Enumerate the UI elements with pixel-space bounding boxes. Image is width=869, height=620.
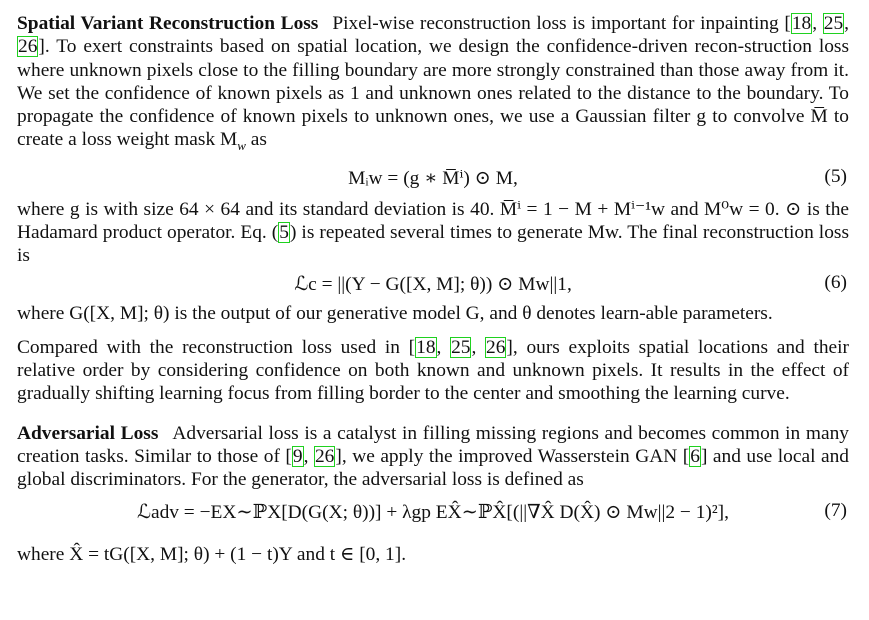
section1-p4-text1: Compared with the reconstruction loss used in — [17, 336, 409, 358]
cite-link-26-c[interactable]: 26 — [314, 446, 335, 468]
section1-p1-sub: w — [237, 138, 246, 154]
section1-p1-tail: as — [245, 129, 267, 151]
equation-7-body: ℒadv = −EX∼ℙX[D(G(X; θ))] + λgp EX̂∼ℙX̂[(||∇X̂ D(X̂) ⊙ Mw||2 − 1)²], — [137, 501, 729, 523]
cite-link-18-b[interactable]: 18 — [416, 336, 436, 358]
equation-5 — [17, 158, 849, 198]
equation-5-body: Mᵢw = (g ∗ M̅ⁱ) ⊙ M, — [348, 167, 518, 189]
equation-ref-5[interactable]: 5 — [279, 221, 289, 243]
equation-5-number: (5) — [824, 165, 847, 187]
cite-link-18[interactable]: 18 — [791, 13, 812, 34]
section1-p1-text1: Pixel-wise reconstruction loss is important for inpainting — [332, 13, 785, 34]
cite-link-25[interactable]: 25 — [823, 13, 844, 34]
equation-7-number: (7) — [824, 499, 847, 521]
equation-7 — [17, 492, 849, 532]
section2-p1-text2: , we apply the improved Wasserstein GAN — [341, 446, 683, 468]
equation-6 — [17, 268, 849, 302]
section1-paragraph4: Compared with the reconstruction loss used in [18, 25, 26], ours exploits spatial locations and their relative order by considering confidence on both known and unknown pixels. It results in the effect of gradually shifting learning focus from filling border to the center and smoothing the learning curve. — [17, 336, 849, 405]
section1-paragraph3 — [17, 302, 849, 325]
section2-paragraph2 — [17, 543, 849, 566]
equation-6-number: (6) — [824, 271, 847, 293]
section2-paragraph1: Adversarial Loss Adversarial loss is a catalyst in filling missing regions and becomes common in many creation tasks. Similar to those of [9, 26], we apply the improved Wasserstein GAN [6] and use local and global discriminators. For the generator, the adversarial loss is defined as — [17, 422, 849, 491]
cite-link-25-b[interactable]: 25 — [451, 336, 471, 358]
cite-open: [ — [784, 13, 791, 34]
section2-p2-text: where X̂ = tG([X, M]; θ) + (1 − t)Y and t ∈ [0, 1]. — [17, 543, 407, 565]
cite-close: ] — [38, 36, 45, 58]
section1-paragraph1: Spatial Variant Reconstruction Loss Pixel-wise reconstruction loss is important for inpainting [18, 25, 26]. To exert constraints based on spatial location, we design the confidence-driven recon-struction loss where unknown pixels close to the filling boundary are more strongly constrained than those away from it. We set the confidence of known pixels as 1 and unknown ones related to the distance to the boundary. To propagate the confidence of known pixels to unknown ones, we use a Gaussian filter g to convolve M̅ to create a loss weight mask $M_w$ as — [17, 13, 849, 154]
cite-link-6[interactable]: 6 — [690, 446, 700, 468]
equation-6-body: ℒc = ||(Y − G([X, M]; θ)) ⊙ Mw||1, — [294, 273, 572, 295]
cite-link-26-b[interactable]: 26 — [486, 336, 506, 358]
section2-heading: Adversarial Loss — [17, 422, 159, 444]
section1-p1-text2: . To exert constraints based on spatial location, we design the confidence-driven recon-struction loss where unknown pixels close to the filling boundary are more strongly constrained than those away from it. We set the confidence of known pixels as 1 and unknown ones related to the distance to the boundary. To propagate the confidence of known pixels to unknown ones, we use a Gaussian filter g to convolve M̅ to create a loss weight mask M — [17, 36, 849, 151]
section1-p3-text: where G([X, M]; θ) is the output of our generative model G, and θ denotes learn-able parameters. — [17, 302, 773, 324]
section1-p2-tail: is repeated several times to generate Mw. The final reconstruction loss is — [17, 221, 849, 267]
cite-link-9[interactable]: 9 — [292, 446, 303, 468]
section1-paragraph2: where g is with size 64 × 64 and its standard deviation is 40. M̅ⁱ = 1 − M + Mⁱ⁻¹w and M⁰w = 0. ⊙ is the Hadamard product operator. Eq. (5) is repeated several times to generate Mw. The final reconstruction loss is — [17, 198, 849, 267]
section2-p1-text1: Adversarial loss is a catalyst in filling missing regions and becomes common in many creation tasks. Similar to those of — [17, 422, 849, 468]
section1-p2-text: where g is with size 64 × 64 and its standard deviation is 40. M̅ⁱ = 1 − M + Mⁱ⁻¹w and M⁰w = 0. ⊙ is the Hadamard product operator. Eq. — [17, 198, 849, 243]
section1-heading: Spatial Variant Reconstruction Loss — [17, 13, 319, 34]
cite-link-26[interactable]: 26 — [18, 36, 38, 58]
paper-page — [17, 12, 849, 566]
section1-p4-text2: , ours exploits spatial locations and their relative order by considering confidence on both known and unknown pixels. It results in the effect of gradually shifting learning focus from filling border to the center and smoothing the learning curve. — [17, 336, 849, 405]
section2-p1-text3: and use local and global discriminators. For the generator, the adversarial loss is defined as — [17, 446, 849, 491]
